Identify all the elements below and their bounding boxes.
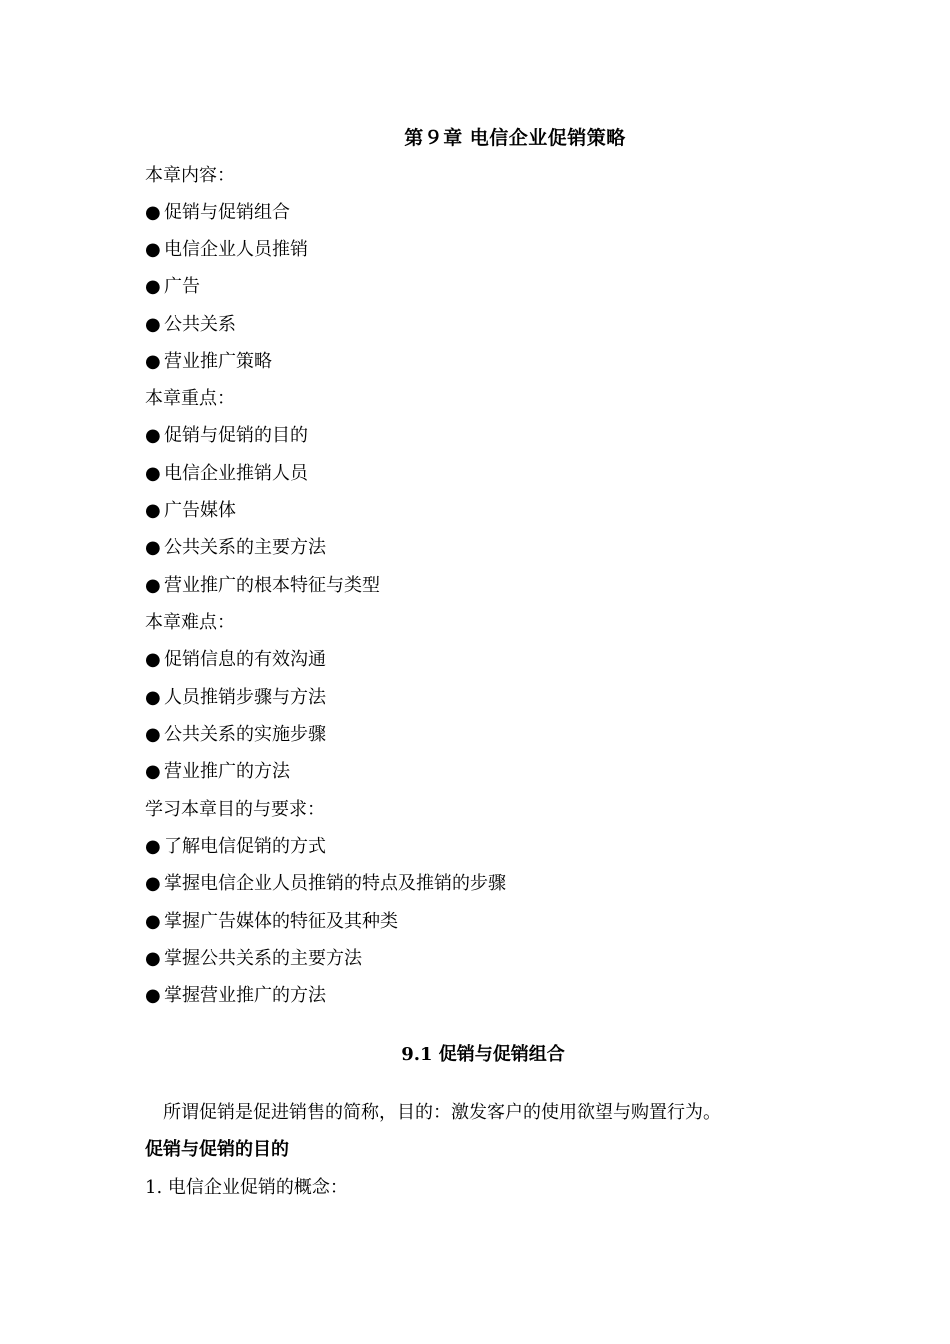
- list-item: ● 促销与促销的目的: [145, 423, 308, 449]
- list-item: ● 营业推广的根本特征与类型: [145, 573, 380, 599]
- section-heading-key-points: 本章重点：: [145, 388, 235, 409]
- bullet-icon: ●: [145, 239, 161, 260]
- bullet-icon: ●: [145, 575, 161, 596]
- bullet-icon: ●: [145, 202, 161, 223]
- list-item: ● 促销信息的有效沟通: [145, 647, 326, 673]
- list-item: ● 人员推销步骤与方法: [145, 685, 326, 711]
- list-item: ● 掌握公共关系的主要方法: [145, 946, 362, 972]
- list-item: ● 公共关系的主要方法: [145, 535, 326, 561]
- section-heading-objectives: 学习本章目的与要求：: [145, 799, 325, 820]
- bullet-icon: ●: [145, 911, 161, 932]
- bullet-icon: ●: [145, 761, 161, 782]
- bullet-icon: ●: [145, 314, 161, 335]
- bullet-icon: ●: [145, 948, 161, 969]
- bullet-icon: ●: [145, 276, 161, 297]
- list-item: ● 掌握广告媒体的特征及其种类: [145, 909, 398, 935]
- bullet-icon: ●: [145, 537, 161, 558]
- bullet-icon: ●: [145, 724, 161, 745]
- bullet-icon: ●: [145, 873, 161, 894]
- list-item: ● 广告媒体: [145, 498, 236, 524]
- bullet-icon: ●: [145, 500, 161, 521]
- list-item: ● 促销与促销组合: [145, 200, 290, 226]
- list-item: ● 了解电信促销的方式: [145, 834, 326, 860]
- list-item: ● 广告: [145, 274, 200, 300]
- list-item: ● 公共关系: [145, 312, 236, 338]
- intro-paragraph: 所谓促销是促进销售的简称，目的：激发客户的使用欲望与购置行为。: [163, 1102, 721, 1123]
- list-item: ● 公共关系的实施步骤: [145, 722, 326, 748]
- bullet-icon: ●: [145, 463, 161, 484]
- section-heading-contents: 本章内容：: [145, 165, 235, 186]
- list-item: ● 电信企业推销人员: [145, 461, 308, 487]
- bullet-icon: ●: [145, 351, 161, 372]
- list-item: ● 营业推广的方法: [145, 759, 290, 785]
- list-item: ● 掌握电信企业人员推销的特点及推销的步骤: [145, 871, 506, 897]
- list-item: ● 掌握营业推广的方法: [145, 983, 326, 1009]
- list-item: ● 营业推广策略: [145, 349, 272, 375]
- section-heading-difficulties: 本章难点：: [145, 612, 235, 633]
- bullet-icon: ●: [145, 425, 161, 446]
- bullet-icon: ●: [145, 985, 161, 1006]
- numbered-item: 1. 电信企业促销的概念：: [145, 1177, 348, 1198]
- chapter-title: 第９章 电信企业促销策略: [404, 127, 626, 149]
- subheading: 促销与促销的目的: [145, 1139, 289, 1160]
- list-item: ● 电信企业人员推销: [145, 237, 308, 263]
- bullet-icon: ●: [145, 649, 161, 670]
- bullet-icon: ●: [145, 687, 161, 708]
- bullet-icon: ●: [145, 836, 161, 857]
- section-title: 9.1 促销与促销组合: [401, 1044, 565, 1065]
